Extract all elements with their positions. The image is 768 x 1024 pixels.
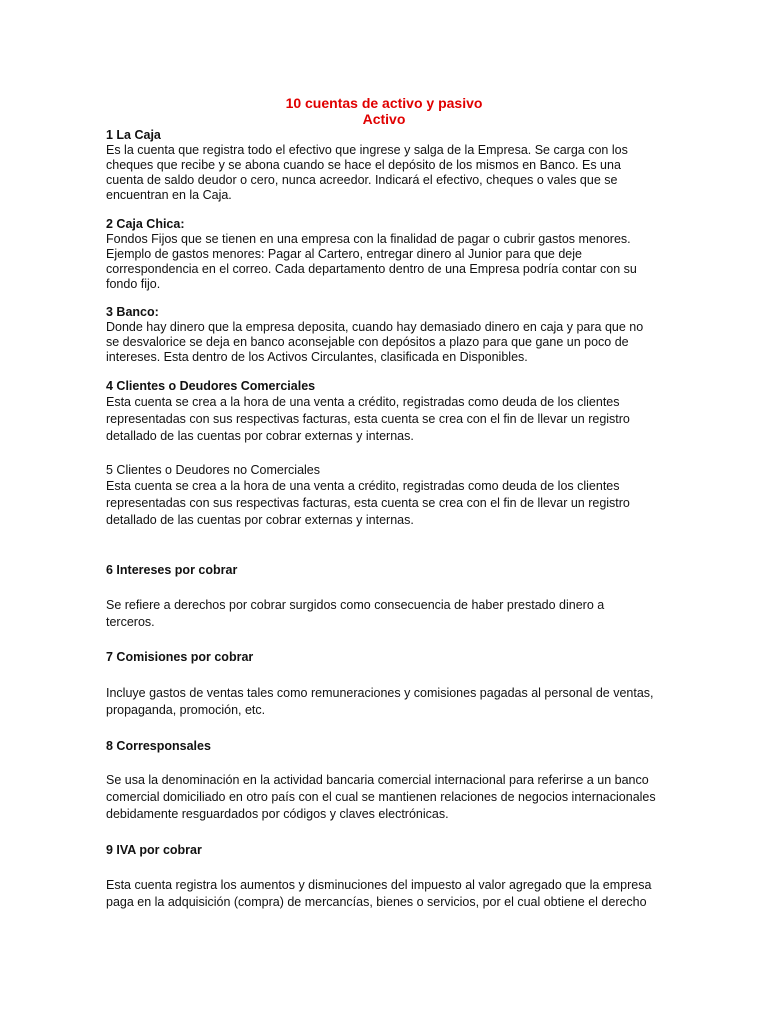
section-heading: 7 Comisiones por cobrar (106, 650, 254, 664)
body-line: paga en la adquisición (compra) de mercancías, bienes o servicios, por el cual obtiene el derecho (106, 895, 647, 909)
section-heading: 5 Clientes o Deudores no Comerciales (106, 463, 320, 477)
body-line: encuentran en la Caja. (106, 188, 232, 202)
section-heading: 1 La Caja (106, 128, 161, 142)
body-line: cheques que recibe y se abona cuando se hace el depósito de los mismos en Banco. Es una (106, 158, 621, 172)
section-body (106, 232, 666, 292)
section-heading: 4 Clientes o Deudores Comerciales (106, 379, 316, 393)
body-line: representadas con sus respectivas facturas, esta cuenta se crea con el fin de llevar un registro (106, 496, 630, 510)
body-line: propaganda, promoción, etc. (106, 703, 266, 717)
section-body (106, 143, 666, 203)
body-line: intereses. Esta dentro de los Activos Circulantes, clasificada en Disponibles. (106, 350, 528, 364)
section-heading: 2 Caja Chica: (106, 217, 185, 231)
body-line: detallado de las cuentas por cobrar externas y internas. (106, 513, 414, 527)
body-line: Incluye gastos de ventas tales como remuneraciones y comisiones pagadas al personal de ventas, (106, 686, 654, 700)
body-line: Ejemplo de gastos menores: Pagar al Cartero, entregar dinero al Junior para que deje (106, 247, 582, 261)
body-line: representadas con sus respectivas facturas, esta cuenta se crea con el fin de llevar un registro (106, 412, 630, 426)
body-line: fondo fijo. (106, 277, 161, 291)
body-line: Se usa la denominación en la actividad bancaria comercial internacional para referirse a un banco (106, 773, 649, 787)
section-body (106, 877, 666, 911)
section-body (106, 478, 666, 529)
section-body (106, 685, 666, 719)
body-line: Es la cuenta que registra todo el efectivo que ingrese y salga de la Empresa. Se carga con los (106, 143, 628, 157)
section-heading: 9 IVA por cobrar (106, 843, 202, 857)
document-subtitle: Activo (362, 111, 406, 127)
section-heading: 6 Intereses por cobrar (106, 563, 238, 577)
body-line: Esta cuenta registra los aumentos y disminuciones del impuesto al valor agregado que la empresa (106, 878, 652, 892)
section-heading: 3 Banco: (106, 305, 159, 319)
section-body (106, 597, 666, 631)
section-body (106, 320, 666, 365)
body-line: Esta cuenta se crea a la hora de una venta a crédito, registradas como deuda de los clientes (106, 479, 620, 493)
body-line: Donde hay dinero que la empresa deposita, cuando hay demasiado dinero en caja y para que no (106, 320, 644, 334)
body-line: comercial domiciliado en otro país con el cual se mantienen relaciones de negocios internacionales (106, 790, 656, 804)
body-line: terceros. (106, 615, 155, 629)
body-line: se desvalorice se deja en banco aconsejable con depósitos a plazo para que gane un poco de (106, 335, 629, 349)
document-title: 10 cuentas de activo y pasivo (285, 95, 483, 111)
body-line: debidamente resguardados por códigos y claves electrónicas. (106, 807, 449, 821)
body-line: cuenta de saldo deudor o cero, nunca acreedor. Indicará el efectivo, cheques o vales que se (106, 173, 618, 187)
body-line: Esta cuenta se crea a la hora de una venta a crédito, registradas como deuda de los clientes (106, 395, 620, 409)
section-body (106, 772, 666, 823)
body-line: Fondos Fijos que se tienen en una empresa con la finalidad de pagar o cubrir gastos menores. (106, 232, 631, 246)
section-heading: 8 Corresponsales (106, 739, 211, 753)
section-body (106, 394, 666, 445)
body-line: Se refiere a derechos por cobrar surgidos como consecuencia de haber prestado dinero a (106, 598, 605, 612)
body-line: detallado de las cuentas por cobrar externas y internas. (106, 429, 414, 443)
body-line: correspondencia en el correo. Cada departamento dentro de una Empresa podría contar con su (106, 262, 637, 276)
